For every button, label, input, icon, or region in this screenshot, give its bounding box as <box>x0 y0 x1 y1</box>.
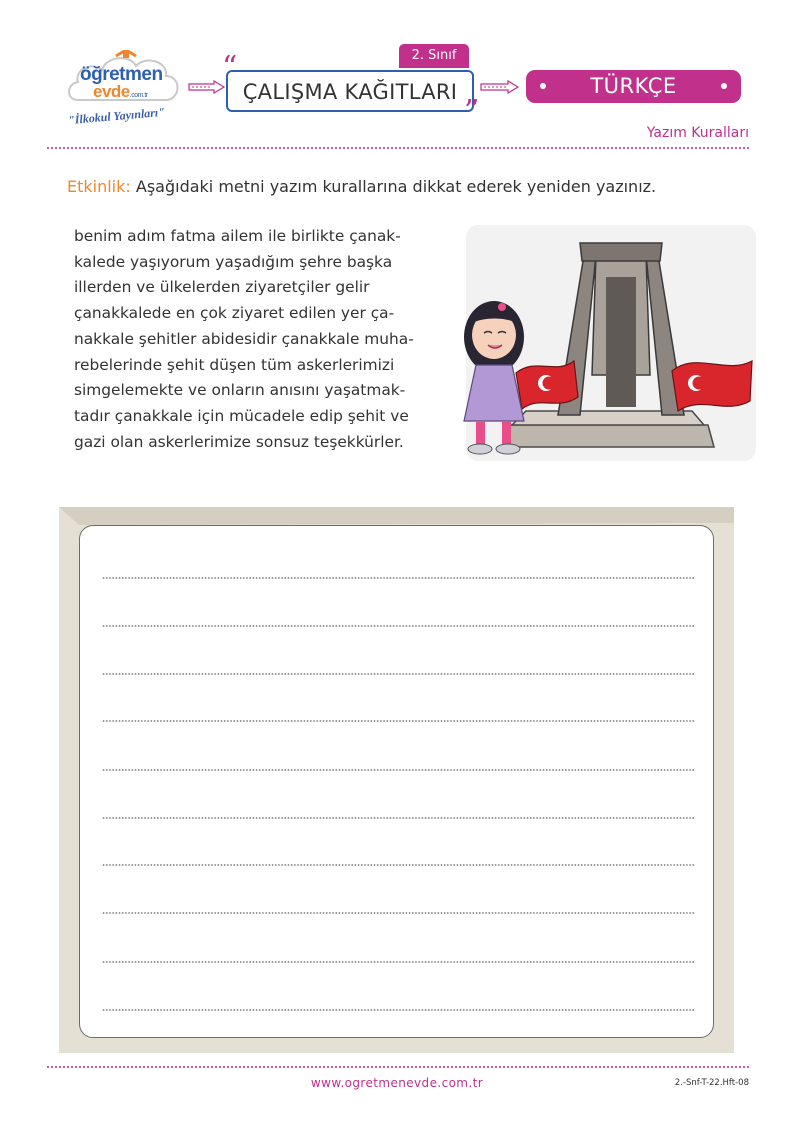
girl-with-monument-and-flags-illustration <box>446 225 756 461</box>
passage-line: rebelerinde şehit düşen tüm askerlerimizi <box>74 355 395 374</box>
close-quote-icon: ” <box>464 94 480 129</box>
passage-line: kalede yaşıyorum yaşadığım şehre başka <box>74 252 393 271</box>
logo-domain: .com.tr <box>129 92 148 99</box>
writing-line[interactable] <box>102 817 694 819</box>
bullet-icon <box>721 83 727 89</box>
document-code: 2.-Snf-T-22.Hft-08 <box>674 1078 749 1088</box>
writing-line[interactable] <box>102 673 694 675</box>
subject-label: TÜRKÇE <box>590 74 677 98</box>
footer-website-link[interactable]: www.ogretmenevde.com.tr <box>310 1076 484 1090</box>
logo-tagline: "İlkokul Yayınları" <box>67 104 166 128</box>
publisher-logo <box>58 38 186 128</box>
passage-line: nakkale şehitler abidesidir çanakkale muha- <box>74 329 414 348</box>
passage-line: gazi olan askerlerimize sonsuz teşekkürler. <box>74 432 404 451</box>
subject-badge <box>526 70 741 103</box>
writing-line[interactable] <box>102 769 694 771</box>
activity-instruction: Aşağıdaki metni yazım kurallarına dikkat ederek yeniden yazınız. <box>135 177 657 196</box>
writing-line[interactable] <box>102 720 694 722</box>
grade-tag: 2. Sınıf <box>399 44 469 68</box>
passage-line: simgelemekte ve onların anısını yaşatmak- <box>74 381 406 400</box>
writing-line[interactable] <box>102 961 694 963</box>
footer-divider <box>46 1066 750 1068</box>
topic-label: Yazım Kuralları <box>646 125 749 141</box>
open-quote-icon: “ <box>222 50 238 85</box>
activity-label: Etkinlik: <box>67 177 131 196</box>
writing-line[interactable] <box>102 1009 694 1011</box>
worksheet-title-box <box>226 70 474 112</box>
passage-line: tadır çanakkale için mücadele edip şehit ve <box>74 406 409 425</box>
writing-line[interactable] <box>102 577 694 579</box>
passage-line: illerden ve ülkelerden ziyaretçiler gelir <box>74 278 370 297</box>
logo-main-text: öğretmen <box>80 64 163 85</box>
activity-instruction-row <box>67 177 656 196</box>
writing-line[interactable] <box>102 625 694 627</box>
passage-line: benim adım fatma ailem ile birlikte çanak- <box>74 227 401 245</box>
worksheet-title: ÇALIŞMA KAĞITLARI <box>242 80 458 104</box>
logo-sub-text <box>93 83 148 100</box>
reading-passage <box>74 224 466 455</box>
arrow-right-icon <box>188 80 226 94</box>
passage-line: çanakkalede en çok ziyaret edilen yer ça- <box>74 304 395 323</box>
header-divider <box>46 147 750 149</box>
logo-sub-word: evde <box>93 82 130 101</box>
writing-line[interactable] <box>102 912 694 914</box>
arrow-right-icon <box>480 80 520 94</box>
writing-line[interactable] <box>102 864 694 866</box>
